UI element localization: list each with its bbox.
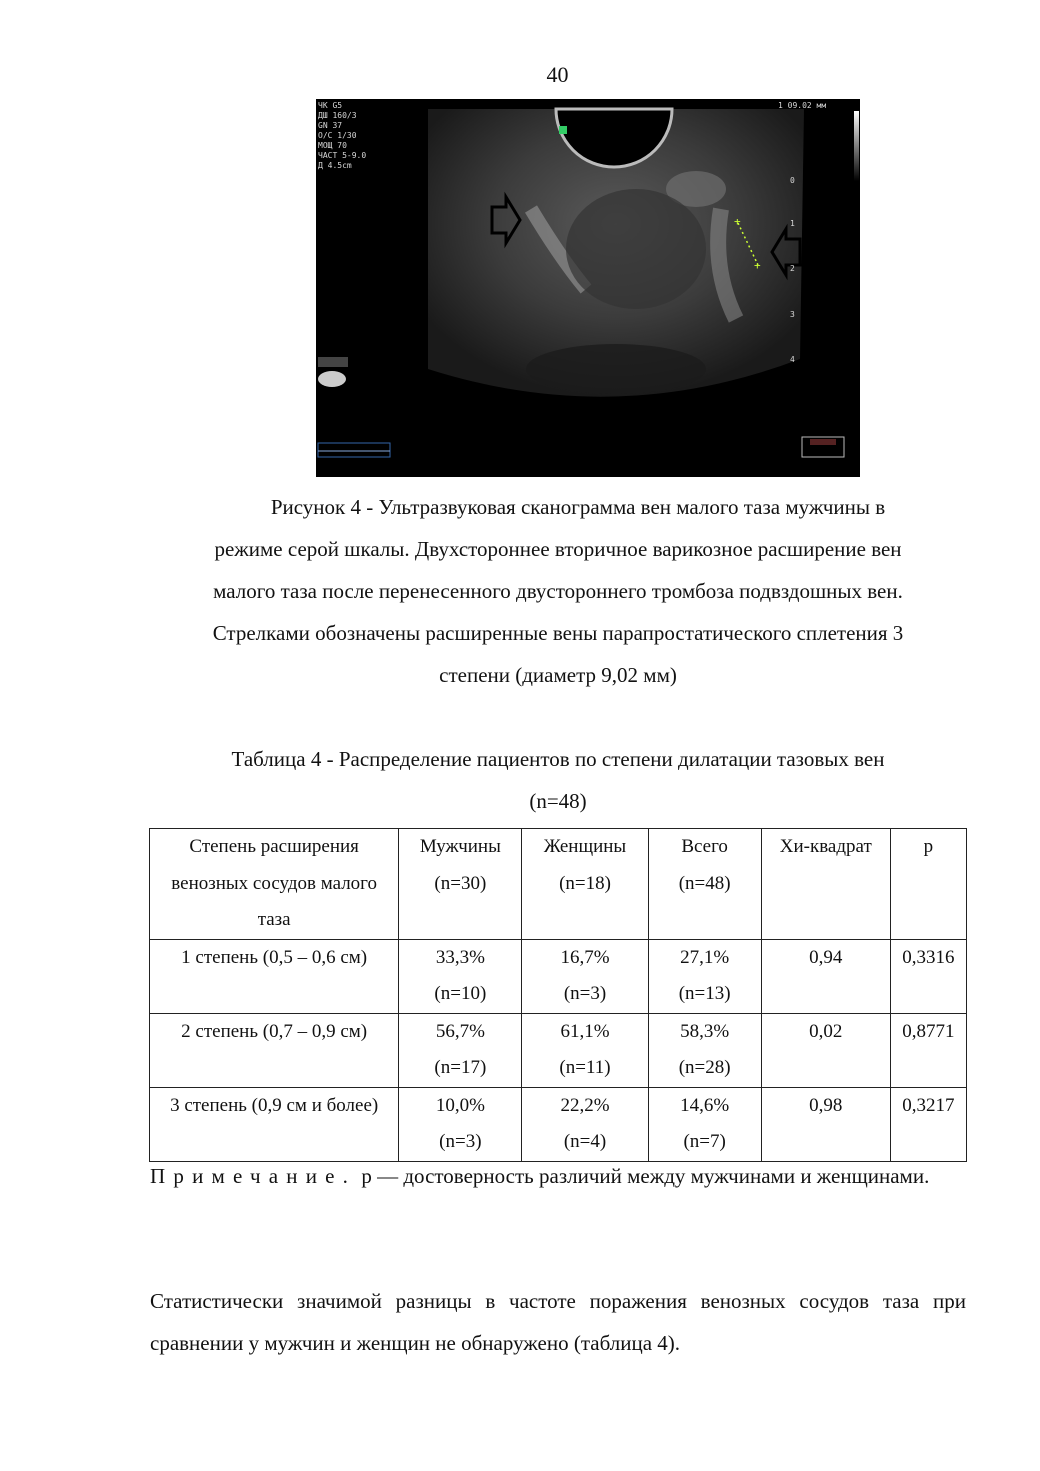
cell-total: 58,3% (n=28) [648,1013,761,1087]
header-men: Мужчины (n=30) [399,829,522,940]
depth-mark: 1 [790,219,795,228]
row-label: 2 степень (0,7 – 0,9 см) [150,1013,399,1087]
cell-chi: 0,02 [761,1013,890,1087]
cell-p: 0,3316 [890,939,966,1013]
ultrasound-image [316,99,860,477]
note-label: Примечание. [150,1164,357,1188]
caption-line: степени (диаметр 9,02 мм) [439,663,677,687]
cell-men: 56,7% (n=17) [399,1013,522,1087]
ultrasound-scan [316,99,860,477]
row-label: 1 степень (0,5 – 0,6 см) [150,939,399,1013]
cell-p: 0,3217 [890,1087,966,1161]
cell-men: 33,3% (n=10) [399,939,522,1013]
table-header-row [150,829,967,940]
depth-mark: 4 [790,355,795,364]
table-note [150,1155,966,1197]
svg-text:+: + [754,259,761,272]
cell-women: 61,1% (n=11) [522,1013,648,1087]
probe-orientation-icon [318,371,346,387]
table-title-line: (n=48) [529,789,587,813]
caption-line: малого таза после перенесенного двустороннего тромбоза подвздошных вен. [213,579,903,603]
overlay-line: Д 4.5cm [318,161,352,170]
cell-women: 22,2% (n=4) [522,1087,648,1161]
header-chi: Хи-квадрат [761,829,890,940]
measurement-readout: 1 09.02 мм [778,101,827,110]
timeline-bar [318,443,390,457]
header-p: p [890,829,966,940]
cell-women: 16,7% (n=3) [522,939,648,1013]
caption-line: Рисунок 4 - Ультразвуковая сканограмма вен малого таза мужчины в [270,495,886,519]
page-number: 40 [546,62,569,87]
header-param: Степень расширения венозных сосудов малого таза [150,829,399,940]
caption-line: режиме серой шкалы. Двухстороннее вторичное варикозное расширение вен [214,537,902,561]
table-title-line: Таблица 4 - Распределение пациентов по степени дилатации тазовых вен [231,747,885,771]
row-label: 3 степень (0,9 см и более) [150,1087,399,1161]
cell-total: 27,1% (n=13) [648,939,761,1013]
cell-p: 0,8771 [890,1013,966,1087]
depth-mark: 3 [790,310,795,319]
depth-mark: 0 [790,176,795,185]
cell-chi: 0,98 [761,1087,890,1161]
overlay-line: ЧК G5 [318,101,343,110]
table-row [150,1013,967,1087]
svg-text:+: + [734,215,741,228]
conclusion-paragraph: Статистически значимой разницы в частоте поражения венозных сосудов таза при сравнении у мужчин и женщин не обнаружено (таблица 4). [150,1289,966,1355]
note-text: p — достоверность различий между мужчинами и женщинами. [361,1164,930,1188]
overlay-line: МОЩ 70 [318,141,347,150]
overlay-line: ДШ 160/3 [318,111,357,120]
table-row [150,939,967,1013]
cell-chi: 0,94 [761,939,890,1013]
overlay-line: О/С 1/30 [318,131,357,140]
overlay-line: ЧАСТ 5-9.0 [318,151,367,160]
table-title [150,738,966,822]
caption-line: Стрелками обозначены расширенные вены парапростатического сплетения 3 [212,621,904,645]
cell-total: 14,6% (n=7) [648,1087,761,1161]
header-total: Всего (n=48) [648,829,761,940]
table-row [150,1087,967,1161]
cell-men: 10,0% (n=3) [399,1087,522,1161]
figure-caption [150,486,966,696]
depth-mark: 2 [790,264,795,273]
overlay-line: GN 37 [318,121,343,130]
header-women: Женщины (n=18) [522,829,648,940]
distribution-table [149,828,967,1162]
